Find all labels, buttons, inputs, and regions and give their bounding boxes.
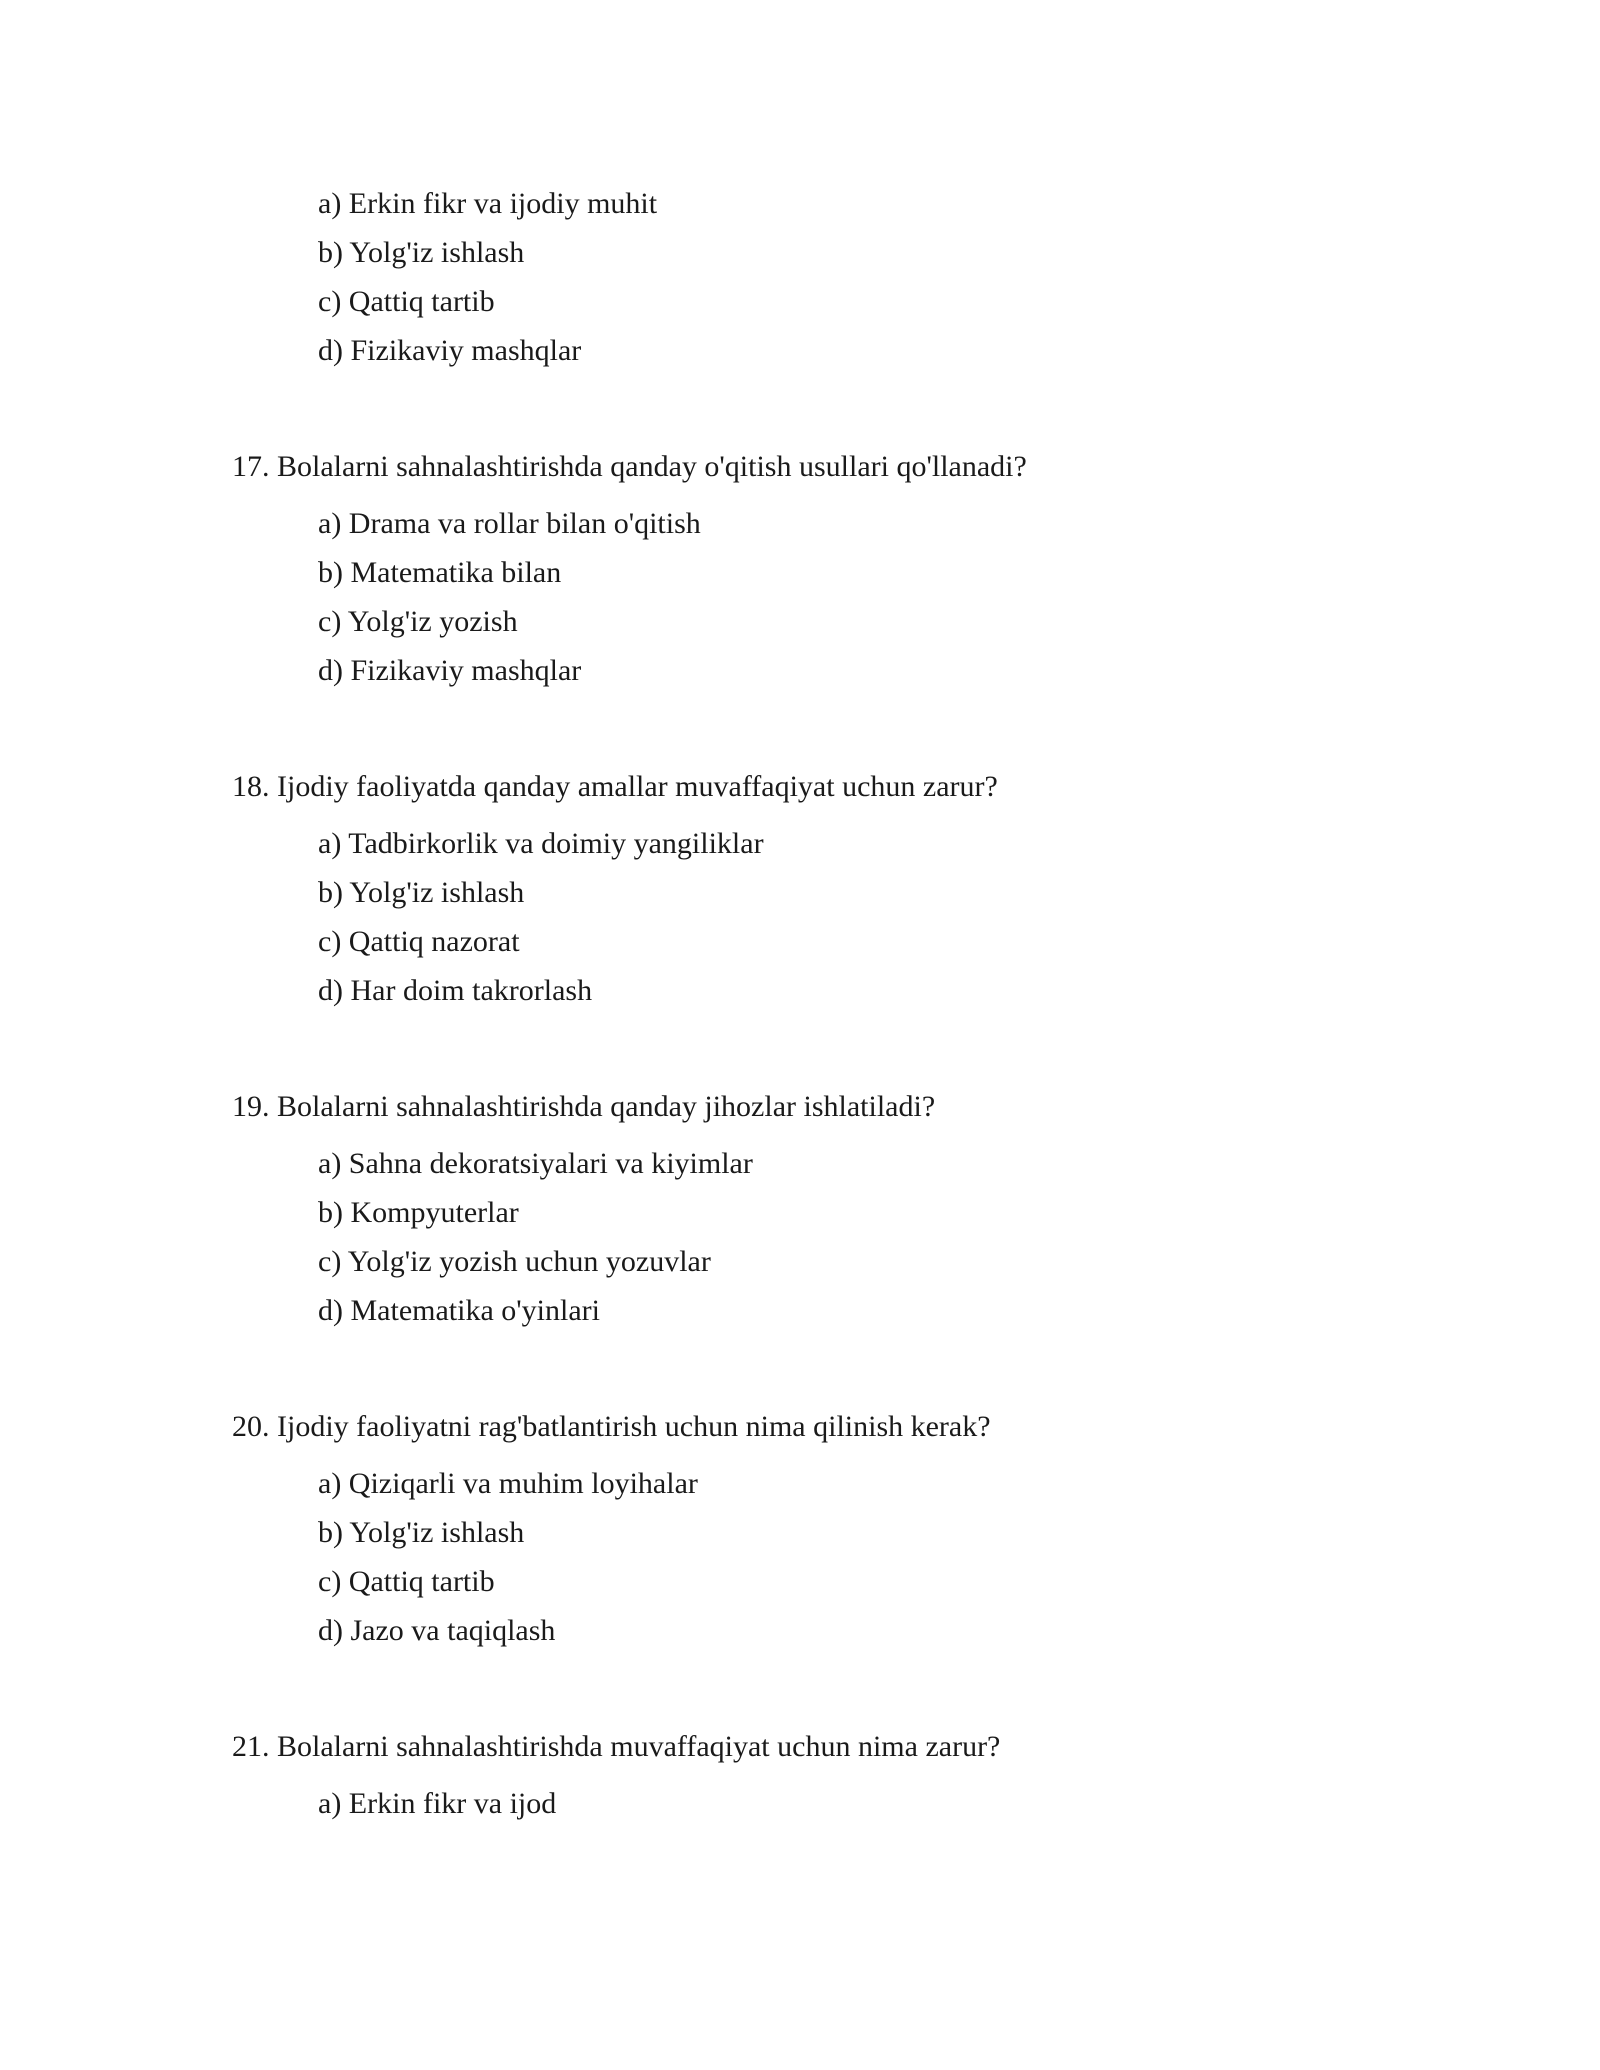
option-item: c) Qattiq nazorat [318, 925, 520, 958]
question-text: 21. Bolalarni sahnalashtirishda muvaffaqiyat uchun nima zarur? [232, 1730, 1001, 1763]
question-text: 20. Ijodiy faoliyatni rag'batlantirish uchun nima qilinish kerak? [232, 1410, 991, 1443]
option-item: a) Erkin fikr va ijodiy muhit [318, 187, 658, 220]
question-text: 17. Bolalarni sahnalashtirishda qanday o'qitish usullari qo'llanadi? [232, 450, 1027, 483]
option-item: a) Erkin fikr va ijod [318, 1787, 557, 1820]
option-item: d) Fizikaviy mashqlar [318, 654, 582, 687]
option-item: b) Matematika bilan [318, 556, 562, 589]
option-item: b) Kompyuterlar [318, 1196, 519, 1229]
option-item: a) Tadbirkorlik va doimiy yangiliklar [318, 827, 764, 860]
question-text: 18. Ijodiy faoliyatda qanday amallar muvaffaqiyat uchun zarur? [232, 770, 998, 803]
option-item: d) Matematika o'yinlari [318, 1294, 600, 1327]
question-text: 19. Bolalarni sahnalashtirishda qanday jihozlar ishlatiladi? [232, 1090, 936, 1123]
option-item: d) Jazo va taqiqlash [318, 1614, 556, 1647]
option-item: c) Qattiq tartib [318, 285, 495, 318]
option-item: a) Drama va rollar bilan o'qitish [318, 507, 701, 540]
option-item: b) Yolg'iz ishlash [318, 876, 525, 909]
option-item: a) Sahna dekoratsiyalari va kiyimlar [318, 1147, 753, 1180]
option-item: a) Qiziqarli va muhim loyihalar [318, 1467, 698, 1500]
option-item: c) Yolg'iz yozish uchun yozuvlar [318, 1245, 711, 1278]
option-item: d) Fizikaviy mashqlar [318, 334, 582, 367]
option-item: b) Yolg'iz ishlash [318, 236, 525, 269]
option-item: b) Yolg'iz ishlash [318, 1516, 525, 1549]
option-item: d) Har doim takrorlash [318, 974, 593, 1007]
option-item: c) Yolg'iz yozish [318, 605, 518, 638]
option-item: c) Qattiq tartib [318, 1565, 495, 1598]
